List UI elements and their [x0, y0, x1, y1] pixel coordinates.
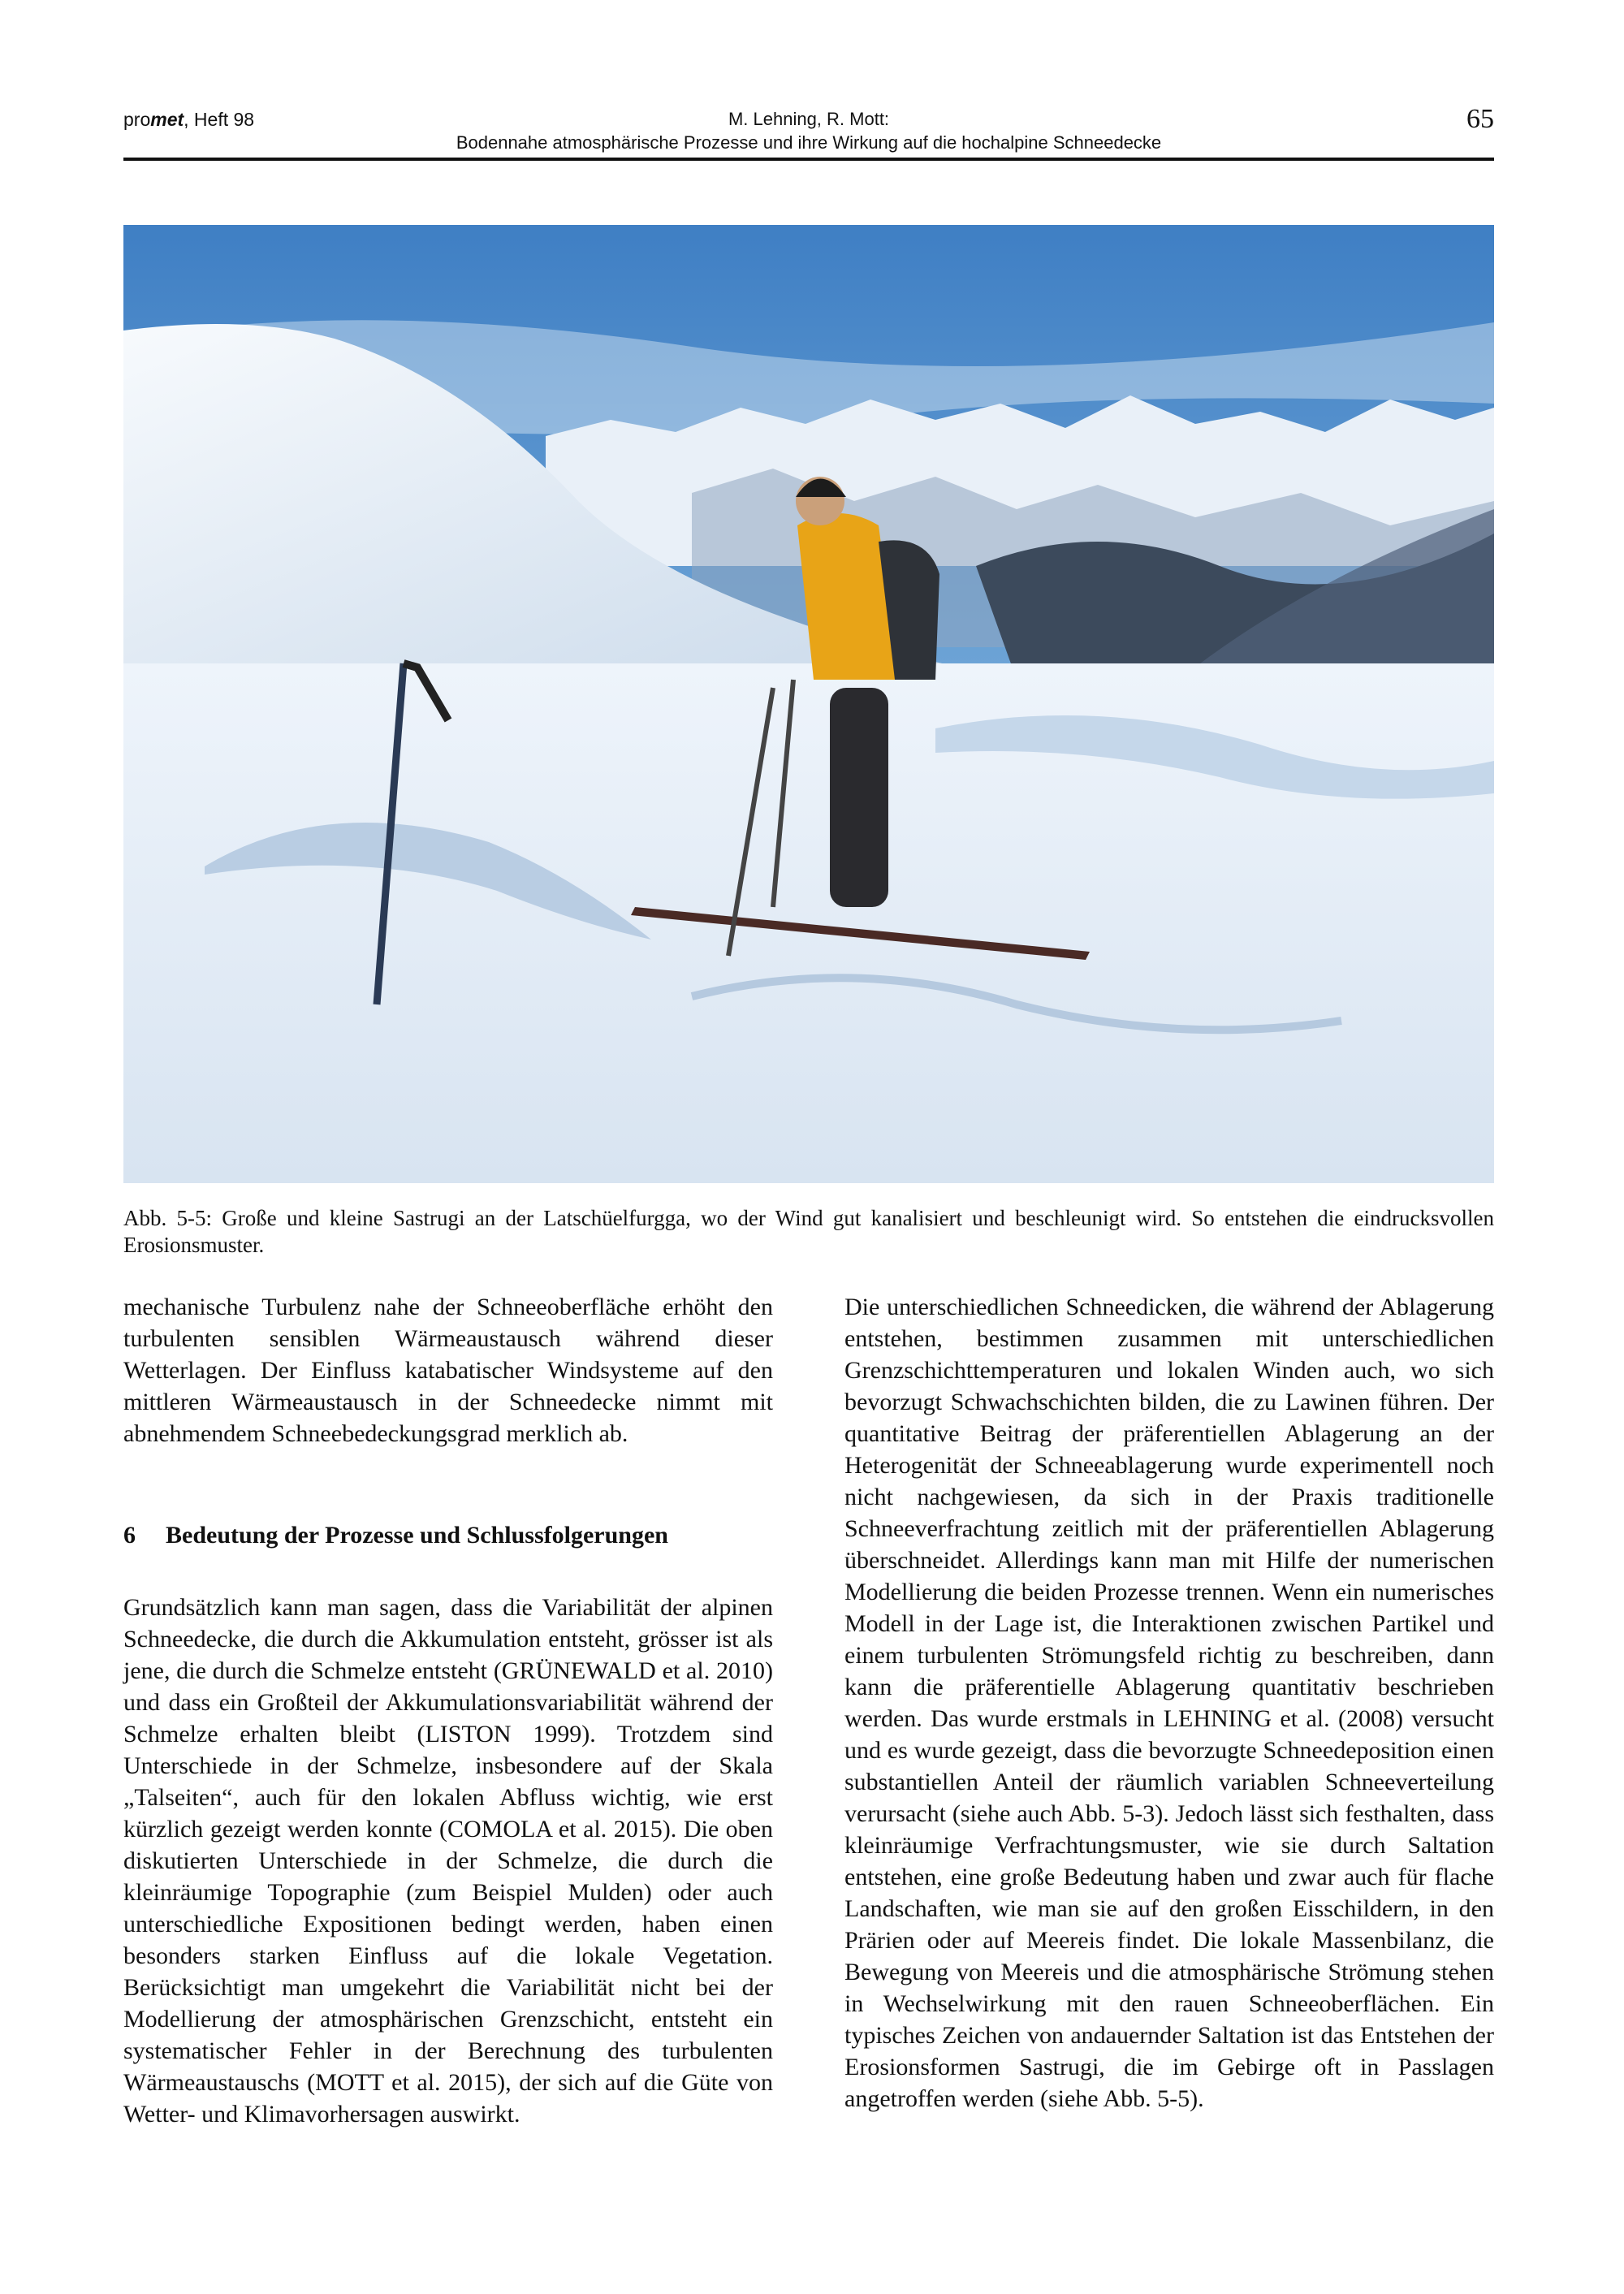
skier-legs: [830, 688, 888, 907]
ski-tour-photo-illustration: [123, 225, 1494, 1183]
body-paragraph: Grundsätzlich kann man sagen, dass die Variabilität der alpinen Schneedecke, die durch die Akkumulation entsteht, grösser ist als jene, die durch die Schmelze entsteht (GRÜNEWALD et al. 2010) und dass ein Großteil der Akkumulationsvariabilität während der Schmelze erhalten bleibt (LISTON 1999). Trotzdem sind Unterschiede in der Schmelze, insbesondere auf der Skala „Talseiten“, auch für den lokalen Abfluss wichtig, wie erst kürzlich gezeigt werden konnte (COMOLA et al. 2015). Die oben diskutierten Unterschiede in der Schmelze, die durch die kleinräumige Topographie (zum Beispiel Mulden) oder auch unterschiedliche Expositionen bedingt werden, haben einen besonders starken Einfluss auf die lokale Vegetation. Berücksichtigt man umgekehrt die Variabilität nicht bei der Modellierung der atmosphärischen Grenzschicht, entsteht ein systematischer Fehler in der Berechnung des turbulenten Wärmeaustauschs (MOTT et al. 2015), der sich auf die Güte von Wetter- und Klimavorhersagen auswirkt.: [123, 1594, 773, 2128]
header-title: Bodennahe atmosphärische Prozesse und ihre Wirkung auf die hochalpine Schneedecke: [456, 132, 1162, 153]
right-column: [844, 1291, 1494, 2115]
snow-field: [123, 663, 1494, 1183]
running-title: [123, 107, 1494, 154]
section-heading: [123, 1519, 773, 1551]
intro-paragraph: mechanische Turbulenz nahe der Schneeoberfläche erhöht den turbulenten sensiblen Wärmeaustausch während dieser Wetterlagen. Der Einfluss katabatischer Windsysteme auf den mittleren Wärmeaustausch in der Schneedecke nimmt mit abnehmendem Schneebedeckungsgrad merklich ab.: [123, 1294, 773, 1447]
figure-caption: Abb. 5-5: Große und kleine Sastrugi an der Latschüelfurgga, wo der Wind gut kanalisiert und beschleunigt wird. So entstehen die eindrucksvollen Erosionsmuster.: [123, 1206, 1494, 1257]
left-column: [123, 1291, 773, 2130]
page-number: 65: [1466, 104, 1494, 134]
section-title: Bedeutung der Prozesse und Schlussfolgerungen: [166, 1522, 668, 1549]
header-authors: M. Lehning, R. Mott:: [728, 109, 890, 129]
section-number: 6: [123, 1522, 136, 1549]
figure-photo: [123, 225, 1494, 1183]
journal-name: promet, Heft 98: [123, 109, 255, 130]
page-header: [123, 104, 1494, 161]
body-paragraph-right: Die unterschiedlichen Schneedicken, die während der Ablagerung entstehen, bestimmen zusammen mit unterschiedlichen Grenzschichttemperaturen und lokalen Winden auch, wo sich bevorzugt Schwachschichten bilden, die zu Lawinen führen. Der quantitative Beitrag der präferentiellen Ablagerung an der Heterogenität der Schneeablagerung wurde experimentell noch nicht nachgewiesen, da sich in der Praxis traditionelle Schneeverfrachtung zeitlich mit der präferentiellen Ablagerung überschneidet. Allerdings kann man mit Hilfe der numerischen Modellierung die beiden Prozesse trennen. Wenn ein numerisches Modell in der Lage ist, die Interaktionen zwischen Partikel und einem turbulenten Strömungsfeld richtig zu beschreiben, dann kann die präferentielle Ablagerung quantitativ beschrieben werden. Das wurde erstmals in LEHNING et al. (2008) versucht und es wurde gezeigt, dass die bevorzugte Schneedeposition einen substantiellen Anteil der räumlich variablen Schneeverteilung verursacht (siehe auch Abb. 5-3). Jedoch lässt sich festhalten, dass kleinräumige Verfrachtungsmuster, wie sie durch Saltation entstehen, eine große Bedeutung haben und zwar auch für flache Landschaften, wie man sie auf den großen Eisschildern, in den Prärien oder auf Meereis findet. Die lokale Massenbilanz, die Bewegung von Meereis und die atmosphärische Strömung stehen in Wechselwirkung mit den rauen Schneeoberflächen. Ein typisches Zeichen von andauernder Saltation ist das Entstehen der Erosionsformen Sastrugi, die im Gebirge oft in Passlagen angetroffen werden (siehe Abb. 5-5).: [844, 1294, 1494, 2112]
